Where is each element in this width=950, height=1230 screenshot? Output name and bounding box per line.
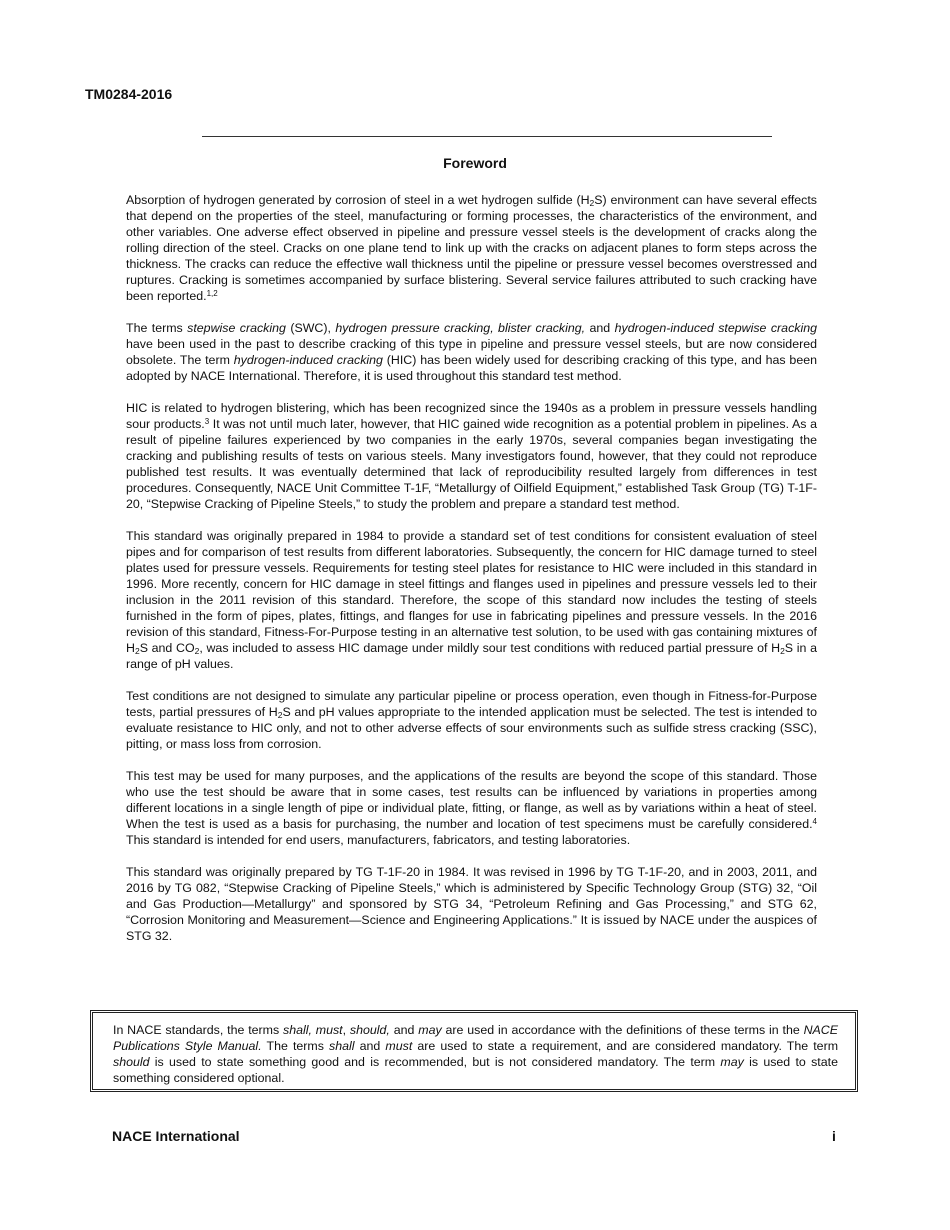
reference-superscript: 4 [812,817,817,826]
terminology-notice-box [90,1010,858,1092]
reference-superscript: 1,2 [206,289,218,298]
paragraph-5: Test conditions are not designed to simulate any particular pipeline or process operation, even though in Fitness-for-Purpose tests, partial pressures of $H_2S$ and pH values appropriate to the intended application must be selected. The test is intended to evaluate resistance to HIC only, and not to other adverse effects of sour environments such as sulfide stress cracking (SSC), pitting, or mass loss from corrosion. [126,689,817,751]
reference-superscript: 3 [204,417,210,426]
paragraph-6: This test may be used for many purposes, and the applications of the results are beyond the scope of this standard. Those who use the test should be aware that in some cases, test results can be influenced by variations in properties among different locations in a single length of pipe or individual plate, fitting, or flange, as well as by variations within a heat of steel. When the test is used as a basis for purchasing, the number and location of test specimens must be carefully considered.$^4$ This standard is intended for end users, manufacturers, fabricators, and testing laboratories. [126,769,817,847]
page-number: i [832,1128,836,1144]
page-title: Foreword [443,155,507,171]
header-rule [202,136,772,137]
foreword-body [126,192,817,960]
paragraph-4: This standard was originally prepared in 1984 to provide a standard set of test conditions for consistent evaluation of steel pipes and for comparison of test results from different laboratories. Subsequently, the concern for HIC damage turned to steel plates used for pressure vessels. Requirements for testing steel plates for resistance to HIC were included in this standard in 1996. More recently, concern for HIC damage in steel fittings and flanges used in pipelines and pressure vessels led to their inclusion in the 2011 revision of this standard. Therefore, the scope of this standard now includes the testing of steels furnished in the form of pipes, plates, fittings, and flanges for use in fabricating pipelines and pressure vessels. In the 2016 revision of this standard, Fitness-For-Purpose testing in an alternative test solution, to be used with gas containing mixtures of $H_2S$ and $CO_2$, was included to assess HIC damage under mildly sour test conditions with reduced partial pressure of $H_2S$ in a range of pH values. [126,529,817,671]
paragraph-2: The terms stepwise cracking (SWC), hydrogen pressure cracking, blister cracking, and hydrogen-induced stepwise cracking have been used in the past to describe cracking of this type in pipeline and pressure vessel steels, but are now considered obsolete. The term hydrogen-induced cracking (HIC) has been widely used for describing cracking of this type, and has been adopted by NACE International. Therefore, it is used throughout this standard test method. [126,321,817,383]
paragraph-3: HIC is related to hydrogen blistering, which has been recognized since the 1940s as a problem in pressure vessels handling sour products.$^3$ It was not until much later, however, that HIC gained wide recognition as a potential problem in pipelines. As a result of pipeline failures experienced by two companies in the early 1970s, several companies began investigating the cracking and publishing results of tests on various steels. Many investigators found, however, that they could not reproduce published test results. It was eventually determined that lack of reproducibility resulted largely from differences in test procedures. Consequently, NACE Unit Committee T-1F, “Metallurgy of Oilfield Equipment,” established Task Group (TG) T-1F-20, “Stepwise Cracking of Pipeline Steels,” to study the problem and prepare a standard test method. [126,401,817,511]
paragraph-1: Absorption of hydrogen generated by corrosion of steel in a wet hydrogen sulfide $(H_2S)$ environment can have several effects that depend on the properties of the steel, manufacturing or forming processes, the characteristics of the environment, and other variables. One adverse effect observed in pipeline and pressure vessel steels is the development of cracks along the rolling direction of the steel. Cracks on one plane tend to link up with the cracks on adjacent planes to form steps across the thickness. The cracks can reduce the effective wall thickness until the pipeline or pressure vessel becomes overstressed and ruptures. Cracking is sometimes accompanied by surface blistering. Several service failures attributed to such cracking have been reported.$^{1,2}$ [126,193,817,303]
document-id: TM0284-2016 [85,86,173,102]
footer-organization: NACE International [112,1128,240,1144]
terminology-notice-text: In NACE standards, the terms shall, must, should, and may are used in accordance with the definitions of these terms in the NACE Publications Style Manual. The terms shall and must are used to state a requirement, and are considered mandatory. The term should is used to state something good and is recommended, but is not considered mandatory. The term may is used to state something considered optional. [113,1023,839,1085]
paragraph-7: This standard was originally prepared by TG T-1F-20 in 1984. It was revised in 1996 by TG T-1F-20, and in 2003, 2011, and 2016 by TG 082, “Stepwise Cracking of Pipeline Steels,” which is administered by Specific Technology Group (STG) 32, “Oil and Gas Production—Metallurgy” and sponsored by STG 34, “Petroleum Refining and Gas Processing,” and STG 62, “Corrosion Monitoring and Measurement—Science and Engineering Applications.” It is issued by NACE under the auspices of STG 32. [126,865,817,943]
